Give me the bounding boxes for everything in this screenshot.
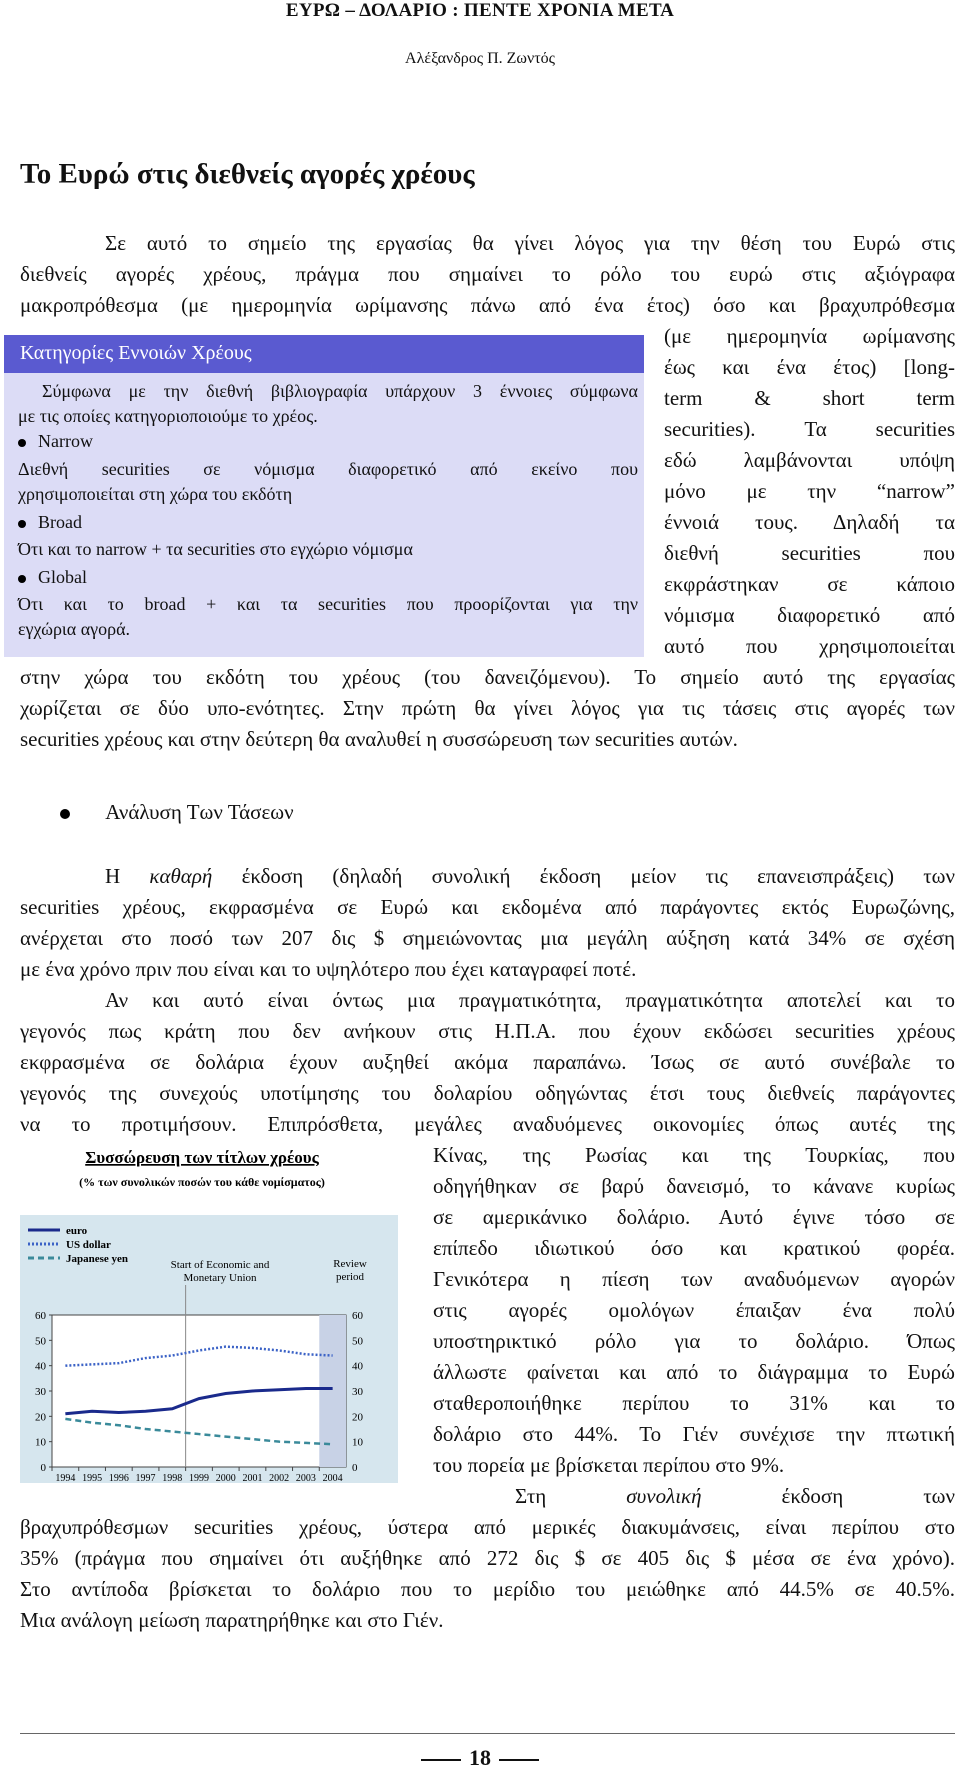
- box-line-1: Σύμφωνα με την διεθνή βιβλιογραφία υπάρχουν 3 έννοιες σύμφωνα: [42, 381, 638, 401]
- para2-line-3: εκφρασμένα σε δολάρια έχουν αυξηθεί ακόμα παραπάνω. Ίσως σε αυτό συνέβαλε το: [20, 1050, 955, 1074]
- para2-line-5: να το προτιμήσουν. Επιπρόσθετα, μεγάλες αναδυόμενες οικονομίες όπως αυτές της: [20, 1112, 955, 1136]
- y-tick-right: 50: [352, 1335, 363, 1348]
- para2-right-10: δολάριο στο 44%. Το Γιέν συνέχισε την πτωτική: [433, 1422, 955, 1446]
- y-tick-right: 20: [352, 1411, 363, 1424]
- x-tick-label: 1996: [108, 1473, 129, 1484]
- box-item-global: Global: [18, 567, 87, 588]
- intro-right-1: (με ημερομηνία ωρίμανσης: [664, 324, 955, 348]
- intro-right-11: αυτό που χρησιμοποιείται: [664, 634, 955, 658]
- para3-line-5: Μια ανάλογη μείωση παρατηρήθηκε και στο Γιέν.: [20, 1608, 444, 1632]
- page-number: 18: [0, 1745, 960, 1771]
- box-line-2: με τις οποίες κατηγοριοποιούμε το χρέος.: [18, 406, 318, 426]
- y-tick-right: 60: [352, 1310, 363, 1322]
- subsection-heading: Ανάλυση Των Τάσεων: [60, 800, 294, 825]
- intro-right-2: έως και ένα έτος) [long-: [664, 355, 955, 379]
- box-item-narrow: Narrow: [18, 431, 93, 452]
- para2-right-5: Γενικότερα η πίεση των αναδυόμενων αγορών: [433, 1267, 955, 1291]
- intro-right-8: διεθνή securities που: [664, 541, 955, 565]
- annotation-emu-1: Start of Economic and: [170, 1259, 270, 1271]
- intro-right-5: εδώ λαμβάνονται υπόψη: [664, 448, 955, 472]
- para2-right-7: υποστηρικτικό ρόλο για το δολάριο. Όπως: [433, 1329, 955, 1353]
- intro-line-1: Σε αυτό το σημείο της εργασίας θα γίνει λόγος για την θέση του Ευρώ στις: [105, 231, 955, 255]
- intro-right-4: securities). Τα securities: [664, 417, 955, 441]
- y-tick-right: 30: [352, 1386, 363, 1398]
- x-tick-label: 1995: [82, 1473, 103, 1484]
- para1-line-3: ανέρχεται στο ποσό των 207 δις $ σημειώνοντας μια μεγάλη αύξηση κατά 34% σε σχέση: [20, 926, 955, 950]
- intro-line-6: securities χρέους και στην δεύτερη θα αναλυθεί η συσσώρευση των securities αυτών.: [20, 727, 738, 751]
- para2-right-11: του πορεία με βρίσκεται περίπου στο 9%.: [433, 1453, 785, 1477]
- intro-right-3: term & short term: [664, 386, 955, 410]
- para3-line-3: 35% (πράγμα που σημαίνει ότι αυξήθηκε από 272 δις $ σε 405 δις $ μέσα σε ένα χρόνο).: [20, 1546, 955, 1570]
- intro-right-10: νόμισμα διαφορετικό από: [664, 603, 955, 627]
- annotation-review-1: Review: [333, 1258, 367, 1270]
- intro-line-4: στην χώρα του εκδότη του χρέους (του δανειζόμενου). Το σημείο αυτό της εργασίας: [20, 665, 955, 689]
- para2-right-8: άλλωστε φαίνεται και από το διάγραμμα το Ευρώ: [433, 1360, 955, 1384]
- intro-line-2: διεθνείς αγορές χρέους, πράγμα που σημαίνει το ρόλο του ευρώ στις αξιόγραφα: [20, 262, 955, 286]
- y-tick-left: 60: [35, 1310, 46, 1322]
- bullet-icon: [18, 520, 26, 528]
- intro-line-5: χωρίζεται σε δύο υπο-ενότητες. Στην πρώτη θα γίνει λόγος για τις τάσεις στις αγορές των: [20, 696, 955, 720]
- author: Αλέξανδρος Π. Ζωντός: [405, 50, 555, 67]
- para1-line-1: Η καθαρή έκδοση (δηλαδή συνολική έκδοση μείον τις επανεισπράξεις) των: [105, 864, 955, 888]
- bullet-icon: [60, 809, 70, 819]
- box-title: Κατηγορίες Εννοιών Χρέους: [20, 342, 252, 364]
- y-tick-left: 20: [35, 1411, 46, 1424]
- chart-svg: [20, 1145, 400, 1485]
- plot-area: [52, 1315, 346, 1467]
- para1-line-2: securities χρέους, εκφρασμένα σε Ευρώ και εκδομένα από παράγοντες εκτός Ευρωζώνης,: [20, 895, 955, 919]
- y-tick-right: 40: [352, 1360, 363, 1373]
- para2-right-3: σε αμερικάνικο δολάριο. Αυτό έγινε τόσο σε: [433, 1205, 955, 1229]
- running-title: ΕΥΡΩ – ΔΟΛΑΡΙΟ : ΠΕΝΤΕ ΧΡΟΝΙΑ ΜΕΤΑ: [285, 0, 675, 21]
- chart-subtitle: (% των συνολικών ποσών του κάθε νομίσματος): [79, 1175, 325, 1189]
- para2-line-1: Αν και αυτό είναι όντως μια πραγματικότητα, πραγματικότητα αποτελεί και το: [105, 988, 955, 1012]
- bullet-icon: [18, 575, 26, 583]
- x-tick-label: 1999: [189, 1473, 209, 1484]
- y-tick-right: 10: [352, 1436, 363, 1449]
- x-tick-label: 2001: [242, 1473, 263, 1484]
- x-tick-label: 2004: [322, 1473, 343, 1484]
- intro-right-7: έννοιά τους. Δηλαδή τα: [664, 510, 955, 534]
- para1-line-4: με ένα χρόνο πριν που είναι και το υψηλότερο που έχει καταγραφεί ποτέ.: [20, 957, 637, 981]
- para2-line-4: γεγονός της συνεχούς υποτίμησης του δολαρίου οδηγώντας έτσι τους διεθνείς παράγοντες: [20, 1081, 955, 1105]
- x-tick-label: 2000: [215, 1473, 236, 1484]
- x-tick-label: 1994: [55, 1473, 76, 1484]
- legend-label: euro: [66, 1225, 88, 1237]
- intro-right-9: εκφράστηκαν σε κάποιο: [664, 572, 955, 596]
- section-title: Το Ευρώ στις διεθνείς αγορές χρέους: [20, 158, 475, 190]
- legend-label: Japanese yen: [66, 1253, 129, 1265]
- debt-concepts-box: [4, 335, 644, 657]
- x-tick-label: 1998: [162, 1473, 183, 1484]
- annotation-emu-2: Monetary Union: [183, 1272, 257, 1284]
- box-broad-desc: Ότι και το narrow + τα securities στο εγχώριο νόμισμα: [18, 539, 413, 559]
- y-tick-left: 40: [35, 1360, 46, 1373]
- x-tick-label: 1997: [135, 1473, 156, 1484]
- box-header: [4, 335, 644, 373]
- chart-title: Συσσώρευση των τίτλων χρέους: [85, 1148, 319, 1167]
- review-period-band: [319, 1315, 346, 1467]
- para3-line-4: Στο αντίποδα βρίσκεται το δολάριο που το μερίδιο του μειώθηκε από 44.5% σε 40.5%.: [20, 1577, 955, 1601]
- para2-right-1: Κίνας, της Ρωσίας και της Τουρκίας, που: [433, 1143, 955, 1167]
- para3-line-1: Στη συνολική έκδοση των: [515, 1484, 955, 1508]
- para2-right-2: οδηγήθηκαν σε βαρύ δανεισμό, το κάνανε κυρίως: [433, 1174, 955, 1198]
- y-tick-left: 0: [40, 1462, 46, 1474]
- footer-rule: [20, 1733, 955, 1734]
- para2-right-9: σταθεροποιήθηκε περίπου το 31% και το: [433, 1391, 955, 1415]
- box-item-broad: Broad: [18, 512, 82, 533]
- para2-right-4: επίπεδο ιδιωτικού όσο και κρατικού φορέα.: [433, 1236, 955, 1260]
- para2-right-6: στις αγορές ομολόγων έπαιξαν ένα πολύ: [433, 1298, 955, 1322]
- y-tick-left: 30: [35, 1386, 46, 1398]
- y-tick-left: 50: [35, 1335, 46, 1348]
- annotation-review-2: period: [335, 1271, 365, 1283]
- para3-line-2: βραχυπρόθεσμων securities χρέους, ύστερα από μερικές διακυμάνσεις, είναι περίπου στο: [20, 1515, 955, 1539]
- x-tick-label: 2003: [295, 1473, 316, 1484]
- bullet-icon: [18, 439, 26, 447]
- debt-securities-chart: [20, 1145, 400, 1485]
- box-global-desc-2: εγχώρια αγορά.: [18, 619, 131, 639]
- box-narrow-desc-2: χρησιμοποιείται στη χώρα του εκδότη: [18, 484, 293, 504]
- y-tick-left: 10: [35, 1436, 46, 1449]
- legend-label: US dollar: [66, 1239, 111, 1251]
- y-tick-right: 0: [352, 1462, 358, 1474]
- box-narrow-desc-1: Διεθνή securities σε νόμισμα διαφορετικό από εκείνο που: [18, 459, 638, 479]
- para2-line-2: γεγονός πως κράτη που δεν ανήκουν στις Η.Π.Α. που έχουν εκδώσει securities χρέους: [20, 1019, 955, 1043]
- box-global-desc-1: Ότι και το broad + και τα securities που προορίζονται για την: [18, 594, 638, 614]
- intro-line-3: μακροπρόθεσμα (με ημερομηνία ωρίμανσης πάνω από ένα έτος) όσο και βραχυπρόθεσμα: [20, 293, 955, 317]
- intro-right-6: μόνο με την “narrow”: [664, 479, 955, 503]
- x-tick-label: 2002: [269, 1473, 290, 1484]
